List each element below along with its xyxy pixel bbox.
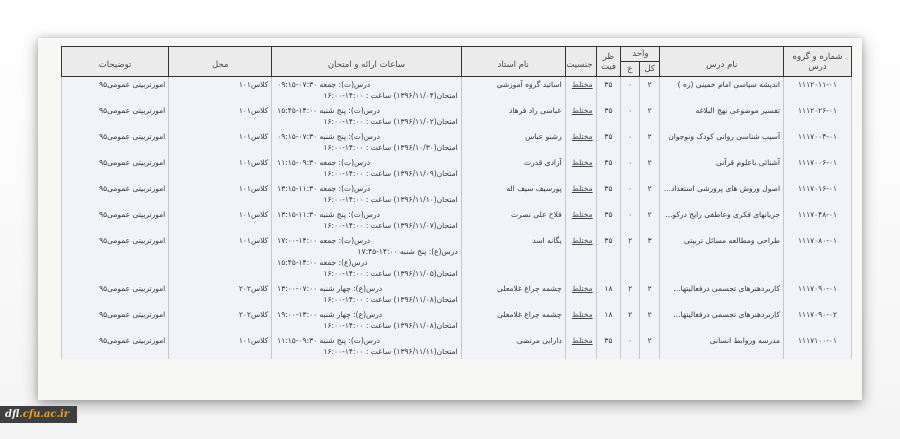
course-code: ۱۱۱۷۰۰۶-۰۱ — [784, 155, 852, 181]
exam-line: امتحان(۱۳۹۶/۱۱/۰۷) ساعت : ۱۴:۰۰-۱۶:۰۰ — [323, 221, 458, 230]
table-row — [62, 233, 852, 281]
units-practical: ۰ — [621, 181, 640, 207]
instructor: چشمه چراغ غلامعلی — [461, 281, 565, 307]
class-line: درس(ع): چهار شنبه ۰۷:۰۰-۱۳:۰۰ — [277, 284, 383, 293]
header-capacity: ظر فیت — [596, 47, 621, 77]
header-course-name: نام درس — [660, 47, 784, 77]
units-practical: ۰ — [621, 129, 640, 155]
schedule — [272, 103, 462, 129]
class-line: درس(ع): جمعه ۱۴:۰۰-۱۵:۴۵ — [277, 258, 368, 267]
gender-link[interactable]: مختلط — [571, 236, 593, 245]
exam-line: امتحان(۱۳۹۶/۱۱/۰۹) ساعت : ۱۴:۰۰-۱۶:۰۰ — [323, 169, 458, 178]
exam-line: امتحان(۱۳۹۶/۱۱/۱۰) ساعت : ۱۴:۰۰-۱۶:۰۰ — [323, 195, 458, 204]
gender-link[interactable]: مختلط — [571, 310, 593, 319]
notes: امورتربیتی عمومی۹۵ — [62, 333, 169, 359]
gender-link[interactable]: مختلط — [571, 106, 593, 115]
notes: امورتربیتی عمومی۹۵ — [62, 207, 169, 233]
schedule — [272, 155, 462, 181]
location: کلاس۱۰۱ — [169, 233, 272, 281]
header-course-code: شماره و گروه درس — [784, 47, 852, 77]
course-code: ۱۱۱۷۰۸۰-۰۱ — [784, 233, 852, 281]
course-name: جریانهای فکری وعاطفی رایج درکو... — [660, 207, 784, 233]
header-location: محل — [169, 47, 272, 77]
units-practical: ۰ — [621, 155, 640, 181]
notes: امورتربیتی عمومی۹۵ — [62, 181, 169, 207]
units-total: ۲ — [639, 181, 660, 207]
gender-link[interactable]: مختلط — [571, 80, 593, 89]
class-line: درس(ت): جمعه ۱۱:۳۰-۱۳:۱۵ — [277, 184, 371, 193]
table-row — [62, 307, 852, 333]
instructor: یگانه اسد — [461, 233, 565, 281]
class-line: درس(ع): پنج شنبه ۱۴:۰۰-۱۷:۴۵ — [357, 247, 458, 256]
schedule — [272, 207, 462, 233]
course-name: طراحی ومطالعه مسائل تربیتی — [660, 233, 784, 281]
course-code: ۱۱۱۷۰۴۸-۰۱ — [784, 207, 852, 233]
course-code: ۱۱۱۲۰۱۱-۰۱ — [784, 77, 852, 104]
notes: امورتربیتی عمومی۹۵ — [62, 233, 169, 281]
gender-cell — [565, 207, 596, 233]
notes: امورتربیتی عمومی۹۵ — [62, 129, 169, 155]
table-row — [62, 207, 852, 233]
class-line: درس(ع): چهار شنبه ۱۳:۰۰-۱۹:۰۰ — [277, 310, 383, 319]
units-practical: ۰ — [621, 77, 640, 104]
units-practical: ۰ — [621, 207, 640, 233]
location: کلاس۱۰۱ — [169, 155, 272, 181]
schedule — [272, 129, 462, 155]
units-total: ۳ — [639, 233, 660, 281]
gender-cell — [565, 129, 596, 155]
instructor: دارابی مرتضی — [461, 333, 565, 359]
notes: امورتربیتی عمومی۹۵ — [62, 155, 169, 181]
exam-line: امتحان(۱۳۹۶/۱۱/۱۱) ساعت : ۱۴:۰۰-۱۶:۰۰ — [323, 347, 458, 356]
course-code: ۱۱۱۷۰۱۶-۰۱ — [784, 181, 852, 207]
units-total: ۲ — [639, 307, 660, 333]
capacity: ۳۵ — [596, 155, 621, 181]
notes: امورتربیتی عمومی۹۵ — [62, 103, 169, 129]
course-code: ۱۱۱۷۰۰۴-۰۱ — [784, 129, 852, 155]
instructor: فلاح علی نصرت — [461, 207, 565, 233]
class-line: درس(ت): جمعه ۰۹:۳۰-۱۱:۱۵ — [277, 158, 371, 167]
location: کلاس۲۰۲ — [169, 307, 272, 333]
capacity: ۳۵ — [596, 129, 621, 155]
exam-line: امتحان(۱۳۹۶/۱۱/۰۲) ساعت : ۱۴:۰۰-۱۶:۰۰ — [323, 117, 458, 126]
units-practical: ۲ — [621, 233, 640, 281]
class-line: درس(ت): پنج شنبه ۱۱:۳۰-۱۳:۱۵ — [277, 210, 380, 219]
course-code: ۱۱۱۷۰۹۰-۰۲ — [784, 307, 852, 333]
class-line: درس(ت): پنج شنبه ۰۹:۳۰-۱۱:۱۵ — [277, 336, 380, 345]
units-total: ۲ — [639, 129, 660, 155]
course-name: آشنائی باعلوم قرآنی — [660, 155, 784, 181]
schedule — [272, 333, 462, 359]
notes: امورتربیتی عمومی۹۵ — [62, 77, 169, 104]
site-watermark: dfl.cfu.ac.ir — [0, 406, 77, 423]
header-notes: توضیحات — [62, 47, 169, 77]
gender-cell — [565, 307, 596, 333]
gender-cell — [565, 181, 596, 207]
header-instructor: نام استاد — [461, 47, 565, 77]
header-schedule: ساعات ارائه و امتحان — [272, 47, 462, 77]
capacity: ۳۵ — [596, 333, 621, 359]
exam-line: امتحان(۱۳۹۶/۱۱/۰۸) ساعت : ۱۴:۰۰-۱۶:۰۰ — [323, 295, 458, 304]
course-code: ۱۱۱۷۱۰۰-۰۱ — [784, 333, 852, 359]
course-name: مدرسه وروابط انسانی — [660, 333, 784, 359]
schedule-sheet — [38, 38, 862, 400]
schedule — [272, 281, 462, 307]
table-row — [62, 281, 852, 307]
units-practical: ۰ — [621, 333, 640, 359]
location: کلاس۱۰۱ — [169, 103, 272, 129]
location: کلاس۱۰۱ — [169, 207, 272, 233]
course-name: آسیب شناسی روانی کودک ونوجوان — [660, 129, 784, 155]
instructor: چشمه چراغ غلامعلی — [461, 307, 565, 333]
capacity: ۳۵ — [596, 77, 621, 104]
location: کلاس۱۰۱ — [169, 77, 272, 104]
gender-cell — [565, 333, 596, 359]
location: کلاس۱۰۱ — [169, 129, 272, 155]
capacity: ۳۵ — [596, 233, 621, 281]
course-code: ۱۱۱۲۰۲۶-۰۱ — [784, 103, 852, 129]
instructor: اساتید گروه آموزشی — [461, 77, 565, 104]
units-practical: ۲ — [621, 281, 640, 307]
table-row — [62, 155, 852, 181]
course-name: تفسیر موضوعی نهج البلاغه — [660, 103, 784, 129]
course-name: کاربردهنرهای تجسمی درفعالیتها... — [660, 281, 784, 307]
capacity: ۱۸ — [596, 307, 621, 333]
schedule — [272, 233, 462, 281]
capacity: ۱۸ — [596, 281, 621, 307]
schedule — [272, 77, 462, 104]
gender-link[interactable]: مختلط — [571, 184, 593, 193]
exam-line: امتحان(۱۳۹۶/۱۰/۳۰) ساعت : ۱۴:۰۰-۱۶:۰۰ — [323, 143, 458, 152]
notes: امورتربیتی عمومی۹۵ — [62, 307, 169, 333]
gender-link[interactable]: مختلط — [571, 158, 593, 167]
table-row — [62, 129, 852, 155]
capacity: ۳۵ — [596, 181, 621, 207]
course-name: اصول وروش های پرورشی استعداد... — [660, 181, 784, 207]
exam-line: امتحان(۱۳۹۶/۱۱/۰۵) ساعت : ۱۴:۰۰-۱۶:۰۰ — [323, 269, 458, 278]
class-line: درس(ت): پنج شنبه ۰۷:۳۰-۰۹:۱۵ — [277, 132, 380, 141]
location: کلاس۱۰۱ — [169, 333, 272, 359]
instructor: آزادی قدرت — [461, 155, 565, 181]
units-total: ۲ — [639, 103, 660, 129]
location: کلاس۱۰۱ — [169, 181, 272, 207]
units-total: ۲ — [639, 333, 660, 359]
table-row — [62, 333, 852, 359]
units-total: ۲ — [639, 207, 660, 233]
exam-line: امتحان(۱۳۹۶/۱۱/۰۸) ساعت : ۱۴:۰۰-۱۶:۰۰ — [323, 321, 458, 330]
exam-line: امتحان(۱۳۹۶/۱۱/۰۴) ساعت : ۱۴:۰۰-۱۶:۰۰ — [323, 91, 458, 100]
class-line: درس(ت): جمعه ۰۷:۳۰-۰۹:۱۵ — [277, 80, 371, 89]
gender-cell — [565, 103, 596, 129]
gender-cell — [565, 281, 596, 307]
class-line: درس(ت): جمعه ۱۴:۰۰-۱۷:۰۰ — [277, 236, 371, 245]
units-total: ۲ — [639, 77, 660, 104]
course-schedule-table — [61, 46, 852, 359]
gender-link[interactable]: مختلط — [571, 132, 593, 141]
instructor: رشنو عباس — [461, 129, 565, 155]
table-row — [62, 77, 852, 104]
gender-cell — [565, 155, 596, 181]
header-gender: جنسیت — [565, 47, 596, 77]
location: کلاس۲۰۲ — [169, 281, 272, 307]
header-units-practical: ع — [621, 62, 640, 77]
course-name: کاربردهنرهای تجسمی درفعالیتها... — [660, 307, 784, 333]
units-practical: ۰ — [621, 103, 640, 129]
notes: امورتربیتی عمومی۹۵ — [62, 281, 169, 307]
gender-link[interactable]: مختلط — [571, 284, 593, 293]
table-row — [62, 181, 852, 207]
units-total: ۲ — [639, 281, 660, 307]
header-units: واحد — [621, 47, 660, 62]
instructor: پورسیف سیف اله — [461, 181, 565, 207]
course-name: اندیشه سیاسی امام خمینی (ره ) — [660, 77, 784, 104]
units-practical: ۲ — [621, 307, 640, 333]
gender-cell — [565, 77, 596, 104]
capacity: ۳۵ — [596, 103, 621, 129]
schedule — [272, 307, 462, 333]
capacity: ۳۵ — [596, 207, 621, 233]
gender-link[interactable]: مختلط — [571, 210, 593, 219]
class-line: درس(ت): پنج شنبه ۱۴:۰۰-۱۵:۴۵ — [277, 106, 380, 115]
course-code: ۱۱۱۷۰۹۰-۰۱ — [784, 281, 852, 307]
instructor: عباسی راد فرهاد — [461, 103, 565, 129]
header-units-total: کل — [639, 62, 660, 77]
units-total: ۲ — [639, 155, 660, 181]
gender-link[interactable]: مختلط — [571, 336, 593, 345]
gender-cell — [565, 233, 596, 281]
schedule — [272, 181, 462, 207]
table-row — [62, 103, 852, 129]
